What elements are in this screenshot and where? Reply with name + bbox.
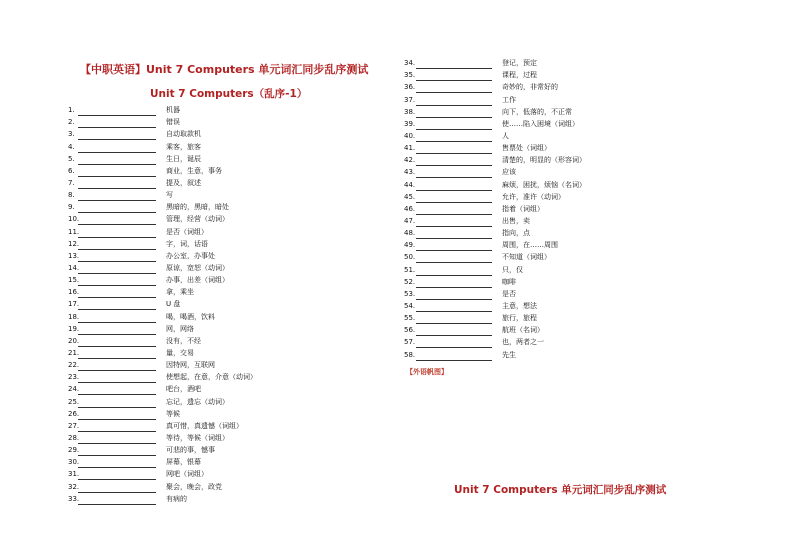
item-meaning: 没有，不经 — [166, 336, 201, 345]
item-meaning: 喝，喝酒，饮料 — [166, 312, 215, 321]
item-meaning: 等候 — [166, 409, 180, 418]
answer-blank[interactable] — [416, 182, 492, 191]
vocab-row — [68, 225, 388, 237]
item-number: 41. — [404, 144, 416, 153]
answer-blank[interactable] — [78, 496, 156, 505]
item-number: 44. — [404, 180, 416, 189]
vocab-row — [68, 480, 388, 492]
item-meaning: 拿，乘坐 — [166, 288, 194, 297]
answer-blank[interactable] — [78, 314, 156, 323]
vocab-row — [404, 130, 724, 142]
answer-blank[interactable] — [416, 194, 492, 203]
answer-blank[interactable] — [78, 435, 156, 444]
item-number: 25. — [68, 397, 80, 406]
answer-blank[interactable] — [78, 229, 156, 238]
section-tag: 【外语帆图】 — [406, 368, 448, 376]
vocab-row — [404, 276, 724, 288]
answer-blank[interactable] — [78, 350, 156, 359]
item-meaning: 商业，生意，事务 — [166, 166, 222, 175]
vocab-row — [404, 106, 724, 118]
vocab-row — [68, 189, 388, 201]
item-meaning: 管理，经营（动词） — [166, 215, 229, 224]
vocab-row — [68, 165, 388, 177]
item-meaning: 可悲的事，憾事 — [166, 446, 215, 455]
answer-blank[interactable] — [416, 230, 492, 239]
section-subtitle: Unit 7 Computers（乱序-1） — [150, 88, 308, 100]
answer-blank[interactable] — [78, 447, 156, 456]
vocab-row — [404, 215, 724, 227]
item-meaning: 先生 — [502, 350, 516, 359]
answer-blank[interactable] — [78, 338, 156, 347]
answer-blank[interactable] — [78, 399, 156, 408]
item-meaning: 网，网络 — [166, 324, 194, 333]
item-number: 53. — [404, 289, 416, 298]
item-meaning: 自动取款机 — [166, 130, 201, 139]
answer-blank[interactable] — [416, 242, 492, 251]
item-number: 2. — [68, 118, 75, 127]
item-number: 7. — [68, 178, 75, 187]
item-number: 12. — [68, 239, 80, 248]
vocab-row — [68, 323, 388, 335]
item-meaning: 旅行，旅程 — [502, 314, 537, 323]
item-meaning: 生日，诞辰 — [166, 154, 201, 163]
vocab-row — [404, 93, 724, 105]
answer-blank[interactable] — [416, 218, 492, 227]
item-meaning: 售票处（词组） — [502, 144, 551, 153]
item-number: 56. — [404, 326, 416, 335]
answer-blank[interactable] — [416, 279, 492, 288]
answer-blank[interactable] — [416, 303, 492, 312]
item-number: 49. — [404, 241, 416, 250]
vocab-row — [404, 239, 724, 251]
item-number: 4. — [68, 142, 75, 151]
answer-blank[interactable] — [416, 60, 492, 69]
answer-blank[interactable] — [416, 97, 492, 106]
item-meaning: 向下，低落的，不正常 — [502, 107, 572, 116]
vocab-row — [404, 191, 724, 203]
item-meaning: 出售，卖 — [502, 216, 530, 225]
vocab-row — [68, 250, 388, 262]
item-meaning: 写 — [166, 191, 173, 200]
item-meaning: 真可惜，真遗憾（词组） — [166, 421, 243, 430]
item-number: 48. — [404, 229, 416, 238]
answer-blank[interactable] — [416, 133, 492, 142]
item-meaning: 奇妙的，非常好的 — [502, 83, 558, 92]
item-meaning: 登记，预定 — [502, 59, 537, 68]
answer-blank[interactable] — [78, 301, 156, 310]
answer-blank[interactable] — [78, 107, 156, 116]
item-meaning: 指向，点 — [502, 229, 530, 238]
right-vocab-column — [404, 57, 724, 361]
item-meaning: 使想起，在意，介意（动词） — [166, 373, 257, 382]
item-meaning: 只，仅 — [502, 265, 523, 274]
answer-blank[interactable] — [416, 169, 492, 178]
item-meaning: 咖啡 — [502, 277, 516, 286]
item-meaning: 屏幕，银幕 — [166, 458, 201, 467]
vocab-row — [68, 298, 388, 310]
item-number: 18. — [68, 312, 80, 321]
item-meaning: 乘客，旅客 — [166, 142, 201, 151]
vocab-row — [68, 201, 388, 213]
item-number: 36. — [404, 83, 416, 92]
item-number: 58. — [404, 350, 416, 359]
answer-blank[interactable] — [416, 254, 492, 263]
vocab-row — [68, 432, 388, 444]
item-meaning: 吧台，酒吧 — [166, 385, 201, 394]
item-number: 31. — [68, 470, 80, 479]
item-meaning: 使……陷入困境（词组） — [502, 119, 579, 128]
answer-blank[interactable] — [416, 339, 492, 348]
vocab-row — [68, 104, 388, 116]
item-number: 39. — [404, 119, 416, 128]
item-meaning: 麻烦，困扰，烦恼（名词） — [502, 180, 586, 189]
item-meaning: 是否（词组） — [166, 227, 208, 236]
vocab-row — [404, 203, 724, 215]
answer-blank[interactable] — [78, 180, 156, 189]
item-meaning: 网吧（词组） — [166, 470, 208, 479]
answer-blank[interactable] — [416, 157, 492, 166]
item-number: 8. — [68, 191, 75, 200]
vocab-row — [68, 238, 388, 250]
answer-blank[interactable] — [78, 459, 156, 468]
answer-blank[interactable] — [78, 204, 156, 213]
page-title: 【中职英语】Unit 7 Computers 单元词汇同步乱序测试 — [80, 63, 369, 76]
vocab-row — [68, 420, 388, 432]
item-meaning: 黑暗的，黑暗，暗处 — [166, 203, 229, 212]
vocab-row — [404, 81, 724, 93]
vocab-row — [404, 288, 724, 300]
item-number: 32. — [68, 482, 80, 491]
item-meaning: 应该 — [502, 168, 516, 177]
item-number: 19. — [68, 324, 80, 333]
vocab-row — [68, 335, 388, 347]
vocab-row — [404, 324, 724, 336]
item-number: 14. — [68, 263, 80, 272]
vocab-row — [68, 395, 388, 407]
vocab-row — [68, 153, 388, 165]
item-meaning: 字，词，话语 — [166, 239, 208, 248]
item-number: 9. — [68, 203, 75, 212]
answer-blank[interactable] — [78, 386, 156, 395]
vocab-row — [404, 178, 724, 190]
vocab-row — [404, 336, 724, 348]
vocab-row — [68, 262, 388, 274]
answer-blank[interactable] — [78, 411, 156, 420]
item-number: 30. — [68, 458, 80, 467]
item-meaning: 因特网，互联网 — [166, 361, 215, 370]
vocab-row — [68, 286, 388, 298]
item-number: 38. — [404, 107, 416, 116]
item-meaning: 工作 — [502, 95, 516, 104]
answer-blank[interactable] — [416, 206, 492, 215]
item-meaning: 课程，过程 — [502, 71, 537, 80]
answer-blank[interactable] — [416, 327, 492, 336]
item-meaning: 量，交易 — [166, 348, 194, 357]
answer-blank[interactable] — [78, 119, 156, 128]
item-number: 52. — [404, 277, 416, 286]
item-number: 50. — [404, 253, 416, 262]
answer-blank[interactable] — [416, 145, 492, 154]
vocab-row — [68, 444, 388, 456]
answer-blank[interactable] — [78, 471, 156, 480]
vocab-row — [404, 57, 724, 69]
answer-blank[interactable] — [78, 216, 156, 225]
answer-blank[interactable] — [416, 84, 492, 93]
item-number: 15. — [68, 276, 80, 285]
item-number: 45. — [404, 192, 416, 201]
answer-blank[interactable] — [78, 374, 156, 383]
item-meaning: 人 — [502, 131, 509, 140]
item-meaning: 错误 — [166, 118, 180, 127]
left-vocab-column — [68, 104, 388, 505]
answer-blank[interactable] — [416, 72, 492, 81]
item-number: 5. — [68, 154, 75, 163]
vocab-row — [68, 383, 388, 395]
vocab-row — [68, 347, 388, 359]
answer-blank[interactable] — [78, 144, 156, 153]
vocab-row — [404, 142, 724, 154]
item-meaning: 主意，想法 — [502, 301, 537, 310]
vocab-row — [68, 493, 388, 505]
vocab-row — [404, 300, 724, 312]
item-number: 51. — [404, 265, 416, 274]
vocab-row — [68, 408, 388, 420]
vocab-row — [404, 348, 724, 360]
item-meaning: 忘记，遗忘（动词） — [166, 397, 229, 406]
item-number: 17. — [68, 300, 80, 309]
item-number: 13. — [68, 251, 80, 260]
item-meaning: 有病的 — [166, 494, 187, 503]
vocab-row — [68, 128, 388, 140]
item-number: 21. — [68, 348, 80, 357]
item-number: 1. — [68, 106, 75, 115]
item-meaning: 航班（名词） — [502, 326, 544, 335]
item-number: 27. — [68, 421, 80, 430]
item-meaning: 允许，准许（动词） — [502, 192, 565, 201]
answer-blank[interactable] — [416, 291, 492, 300]
item-number: 10. — [68, 215, 80, 224]
answer-blank[interactable] — [78, 241, 156, 250]
answer-blank[interactable] — [78, 423, 156, 432]
answer-blank[interactable] — [78, 265, 156, 274]
item-number: 33. — [68, 494, 80, 503]
item-number: 23. — [68, 373, 80, 382]
item-number: 47. — [404, 216, 416, 225]
item-meaning: 聚会，晚会，政党 — [166, 482, 222, 491]
vocab-row — [68, 456, 388, 468]
item-meaning: 是否 — [502, 289, 516, 298]
item-number: 34. — [404, 59, 416, 68]
answer-blank[interactable] — [78, 156, 156, 165]
vocab-row — [68, 468, 388, 480]
vocab-row — [404, 118, 724, 130]
item-number: 3. — [68, 130, 75, 139]
item-meaning: U 盘 — [166, 300, 181, 309]
answer-blank[interactable] — [416, 267, 492, 276]
item-number: 37. — [404, 95, 416, 104]
item-number: 42. — [404, 156, 416, 165]
vocab-row — [68, 359, 388, 371]
item-number: 26. — [68, 409, 80, 418]
item-meaning: 机器 — [166, 106, 180, 115]
answer-blank[interactable] — [416, 109, 492, 118]
item-number: 35. — [404, 71, 416, 80]
item-number: 40. — [404, 131, 416, 140]
vocab-row — [68, 140, 388, 152]
item-number: 20. — [68, 336, 80, 345]
answer-blank[interactable] — [416, 121, 492, 130]
item-number: 22. — [68, 361, 80, 370]
item-number: 11. — [68, 227, 80, 236]
item-number: 43. — [404, 168, 416, 177]
vocab-row — [68, 116, 388, 128]
item-meaning: 原谅，宽恕（动词） — [166, 263, 229, 272]
vocab-row — [68, 371, 388, 383]
item-meaning: 也，两者之一 — [502, 338, 544, 347]
answer-blank[interactable] — [78, 168, 156, 177]
vocab-row — [404, 69, 724, 81]
item-number: 24. — [68, 385, 80, 394]
vocab-row — [404, 312, 724, 324]
vocab-row — [68, 177, 388, 189]
item-meaning: 不知道（词组） — [502, 253, 551, 262]
item-meaning: 提及，叙述 — [166, 178, 201, 187]
item-number: 54. — [404, 301, 416, 310]
item-number: 16. — [68, 288, 80, 297]
vocab-row — [404, 166, 724, 178]
item-meaning: 周围，在……周围 — [502, 241, 558, 250]
answer-blank[interactable] — [78, 362, 156, 371]
vocab-row — [68, 274, 388, 286]
item-meaning: 办公室，办事处 — [166, 251, 215, 260]
item-number: 6. — [68, 166, 75, 175]
answer-blank[interactable] — [78, 192, 156, 201]
item-meaning: 办事，出差（词组） — [166, 276, 229, 285]
item-number: 46. — [404, 204, 416, 213]
vocab-row — [404, 251, 724, 263]
answer-blank[interactable] — [416, 315, 492, 324]
answer-blank[interactable] — [416, 352, 492, 361]
item-number: 29. — [68, 446, 80, 455]
answer-blank[interactable] — [78, 253, 156, 262]
answer-blank[interactable] — [78, 484, 156, 493]
vocab-row — [404, 154, 724, 166]
answer-blank[interactable] — [78, 131, 156, 140]
item-number: 55. — [404, 314, 416, 323]
vocab-row — [404, 263, 724, 275]
answer-blank[interactable] — [78, 277, 156, 286]
item-number: 28. — [68, 433, 80, 442]
vocab-row — [68, 310, 388, 322]
item-meaning: 清楚的，明显的（形容词） — [502, 156, 586, 165]
item-meaning: 等待，等候（词组） — [166, 433, 229, 442]
answer-blank[interactable] — [78, 326, 156, 335]
vocab-row — [404, 227, 724, 239]
footer-title: Unit 7 Computers 单元词汇同步乱序测试 — [454, 484, 667, 496]
vocab-row — [68, 213, 388, 225]
item-number: 57. — [404, 338, 416, 347]
answer-blank[interactable] — [78, 289, 156, 298]
item-meaning: 指着（词组） — [502, 204, 544, 213]
